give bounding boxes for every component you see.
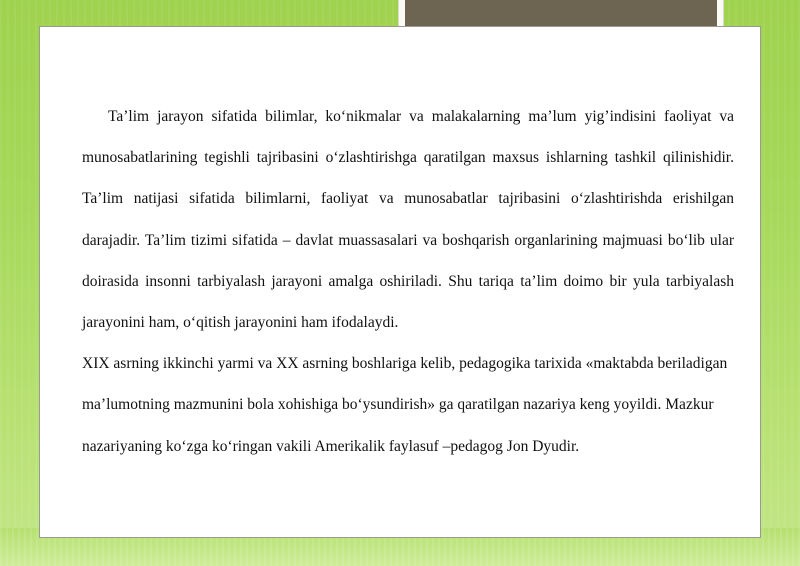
paragraph-justified: Ta’lim jarayon sifatida bilimlar, ko‘nikmalar va malakalarning ma’lum yig’indisini faoliyat va munosabatlarining tegishli tajribasini o‘zlashtirishga qaratilgan maxsus ishlarning tashkil qilinishidir. Ta’lim natijasi sifatida bilimlarni, faoliyat va munosabatlar tajribasini o‘zlashtirishda erishilgan darajadir. Ta’lim tizimi sifatida – davlat muassasalari va boshqarish organlarining majmuasi bo‘lib ular doirasida insonni tarbiyalash jarayoni amalga oshiriladi. Shu tariqa ta’lim doimo bir yula tarbiyalash jarayonini ham, o‘qitish jarayonini ham ifodalaydi. xyxy=(82,108,734,332)
paragraph-continued: XIX asrning ikkinchi yarmi va XX asrning boshlariga kelib, pedagogika tarixida «maktabda beriladigan ma’lumotning mazmunini bola xohishiga bo‘ysundirish» ga qaratilgan nazariya keng yoyildi. Mazkur nazariyaning ko‘zga ko‘ringan vakili Amerikalik faylasuf –pedagog Jon Dyudir. xyxy=(82,355,728,455)
body-text xyxy=(82,96,734,467)
